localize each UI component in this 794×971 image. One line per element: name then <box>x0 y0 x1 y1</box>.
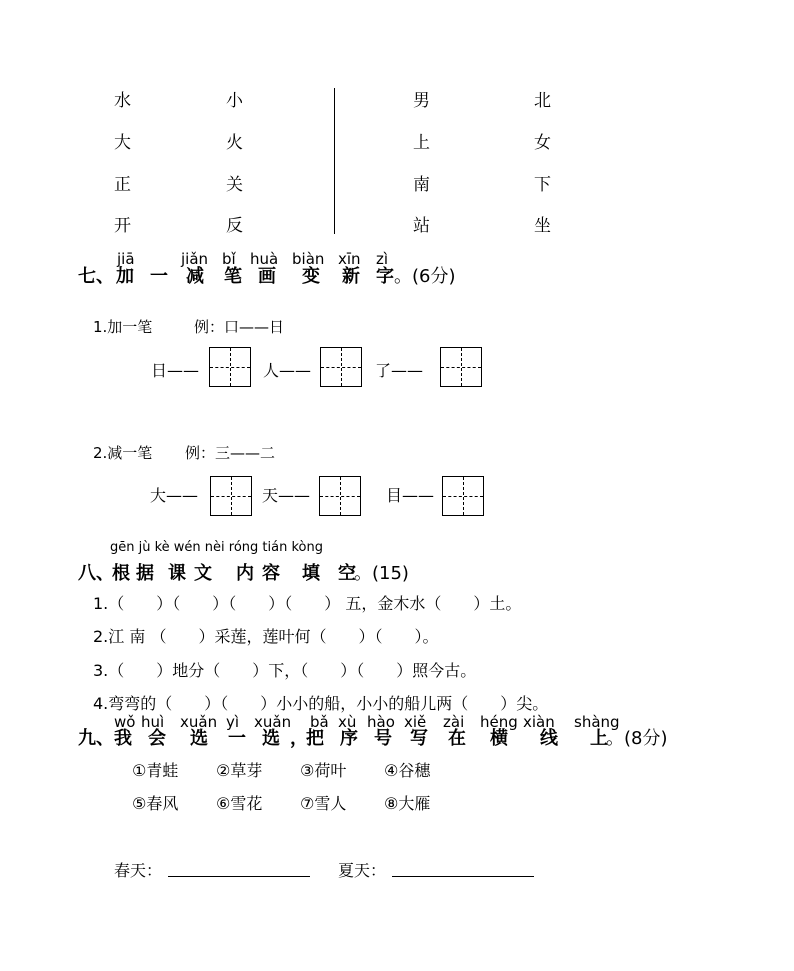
answer-box[interactable] <box>319 476 361 516</box>
pinyin: hào <box>367 713 395 731</box>
match-char: 反 <box>226 216 243 236</box>
pinyin: bǐ <box>222 250 236 268</box>
heading-char: 会 <box>148 728 166 749</box>
section-score: 。(6分) <box>394 266 456 287</box>
pinyin: shàng <box>574 713 620 731</box>
heading-char: ， <box>290 728 308 749</box>
heading-char: 写 <box>410 728 428 749</box>
match-char: 关 <box>226 175 243 195</box>
fill-blank-line: 3.（ ）地分（ ）下，（ ）（ ）照今古。 <box>93 661 477 680</box>
spring-label: 春天： <box>114 861 163 880</box>
heading-char: 变 <box>302 266 320 287</box>
heading-char: 号 <box>374 728 392 749</box>
summer-answer-line[interactable] <box>392 876 534 877</box>
spring-answer-line[interactable] <box>168 876 310 877</box>
match-char: 火 <box>226 133 243 153</box>
match-char: 上 <box>413 133 430 153</box>
remove-stroke-item: 大—— <box>150 486 199 505</box>
pinyin: zì <box>376 250 389 268</box>
match-char: 水 <box>114 91 131 111</box>
heading-char: 容 <box>262 563 280 584</box>
match-char: 开 <box>114 216 131 236</box>
heading-char: 减 <box>186 266 204 287</box>
match-char: 小 <box>226 91 243 111</box>
heading-char: 笔 <box>224 266 242 287</box>
pinyin: yì <box>226 713 240 731</box>
example-text: 例：三——二 <box>185 444 276 462</box>
answer-box[interactable] <box>320 347 362 387</box>
pinyin: jiǎn <box>181 250 209 268</box>
pinyin: xiàn <box>523 713 555 731</box>
example-text: 例：口——日 <box>194 318 285 336</box>
option-item: ③荷叶 <box>300 761 347 780</box>
pinyin: xīn <box>338 250 361 268</box>
heading-char: 加 <box>116 266 134 287</box>
pinyin: bǎ <box>310 713 329 731</box>
heading-char: 根 <box>112 563 130 584</box>
answer-box[interactable] <box>442 476 484 516</box>
pinyin: wǒ <box>114 713 136 731</box>
heading-char: 选 <box>190 728 208 749</box>
heading-char: 填 <box>302 563 320 584</box>
heading-char: 画 <box>258 266 276 287</box>
heading-char: 线 <box>540 728 558 749</box>
heading-char: 据 <box>136 563 154 584</box>
heading-char: 一 <box>150 266 168 287</box>
add-stroke-item: 了—— <box>375 361 424 380</box>
heading-char: 一 <box>228 728 246 749</box>
option-item: ⑦雪人 <box>300 794 347 813</box>
match-char: 下 <box>534 175 551 195</box>
heading-char: 在 <box>448 728 466 749</box>
heading-char: 序 <box>340 728 358 749</box>
pinyin: héng <box>480 713 518 731</box>
pinyin: xuǎn <box>180 713 218 731</box>
divider-line <box>334 88 335 234</box>
pinyin: jiā <box>117 250 135 268</box>
pinyin: xuǎn <box>254 713 292 731</box>
heading-char: 字 <box>376 266 394 287</box>
section-number: 七、 <box>78 266 114 287</box>
answer-box[interactable] <box>209 347 251 387</box>
match-char: 女 <box>534 133 551 153</box>
pinyin: gēn jù kè wén nèi róng tián kòng <box>110 540 323 555</box>
heading-char: 新 <box>342 266 360 287</box>
heading-char: 课 <box>168 563 186 584</box>
option-item: ⑧大雁 <box>384 794 431 813</box>
pinyin: biàn <box>292 250 325 268</box>
heading-char: 选 <box>262 728 280 749</box>
add-stroke-item: 人—— <box>263 361 312 380</box>
pinyin: xù <box>338 713 357 731</box>
part-label: 2.减一笔 <box>93 444 153 462</box>
option-item: ⑥雪花 <box>216 794 263 813</box>
part-label: 1.加一笔 <box>93 318 153 336</box>
heading-char: 内 <box>236 563 254 584</box>
fill-blank-line: 2.江 南 （ ）采莲，莲叶何（ ）（ ）。 <box>93 627 439 646</box>
pinyin: huà <box>250 250 279 268</box>
answer-box[interactable] <box>440 347 482 387</box>
section-score: 。(8分) <box>606 728 668 749</box>
match-char: 正 <box>114 175 131 195</box>
match-char: 站 <box>413 216 430 236</box>
match-char: 男 <box>413 91 430 111</box>
pinyin: zài <box>443 713 465 731</box>
option-item: ②草芽 <box>216 761 263 780</box>
heading-char: 我 <box>114 728 132 749</box>
heading-char: 空 <box>338 563 356 584</box>
match-char: 大 <box>114 133 131 153</box>
pinyin: huì <box>141 713 165 731</box>
section-number: 九、 <box>78 728 114 749</box>
heading-char: 上 <box>590 728 608 749</box>
fill-blank-line: 1.（ ）（ ）（ ）（ ） 五，金木水（ ）土。 <box>93 594 522 613</box>
fill-blank-line: 4.弯弯的（ ）（ ）小小的船，小小的船儿两（ ）尖。 <box>93 694 549 713</box>
summer-label: 夏天： <box>338 861 387 880</box>
remove-stroke-item: 目—— <box>386 486 435 505</box>
heading-char: 文 <box>194 563 212 584</box>
match-char: 北 <box>534 91 551 111</box>
heading-char: 横 <box>490 728 508 749</box>
match-char: 坐 <box>534 216 551 236</box>
answer-box[interactable] <box>210 476 252 516</box>
option-item: ①青蛙 <box>132 761 179 780</box>
section-score: 。(15) <box>354 563 409 584</box>
option-item: ④谷穗 <box>384 761 431 780</box>
add-stroke-item: 日—— <box>151 361 200 380</box>
pinyin: xiě <box>404 713 427 731</box>
section-number: 八、 <box>78 563 114 584</box>
match-char: 南 <box>413 175 430 195</box>
option-item: ⑤春风 <box>132 794 179 813</box>
heading-char: 把 <box>306 728 324 749</box>
remove-stroke-item: 天—— <box>262 486 311 505</box>
